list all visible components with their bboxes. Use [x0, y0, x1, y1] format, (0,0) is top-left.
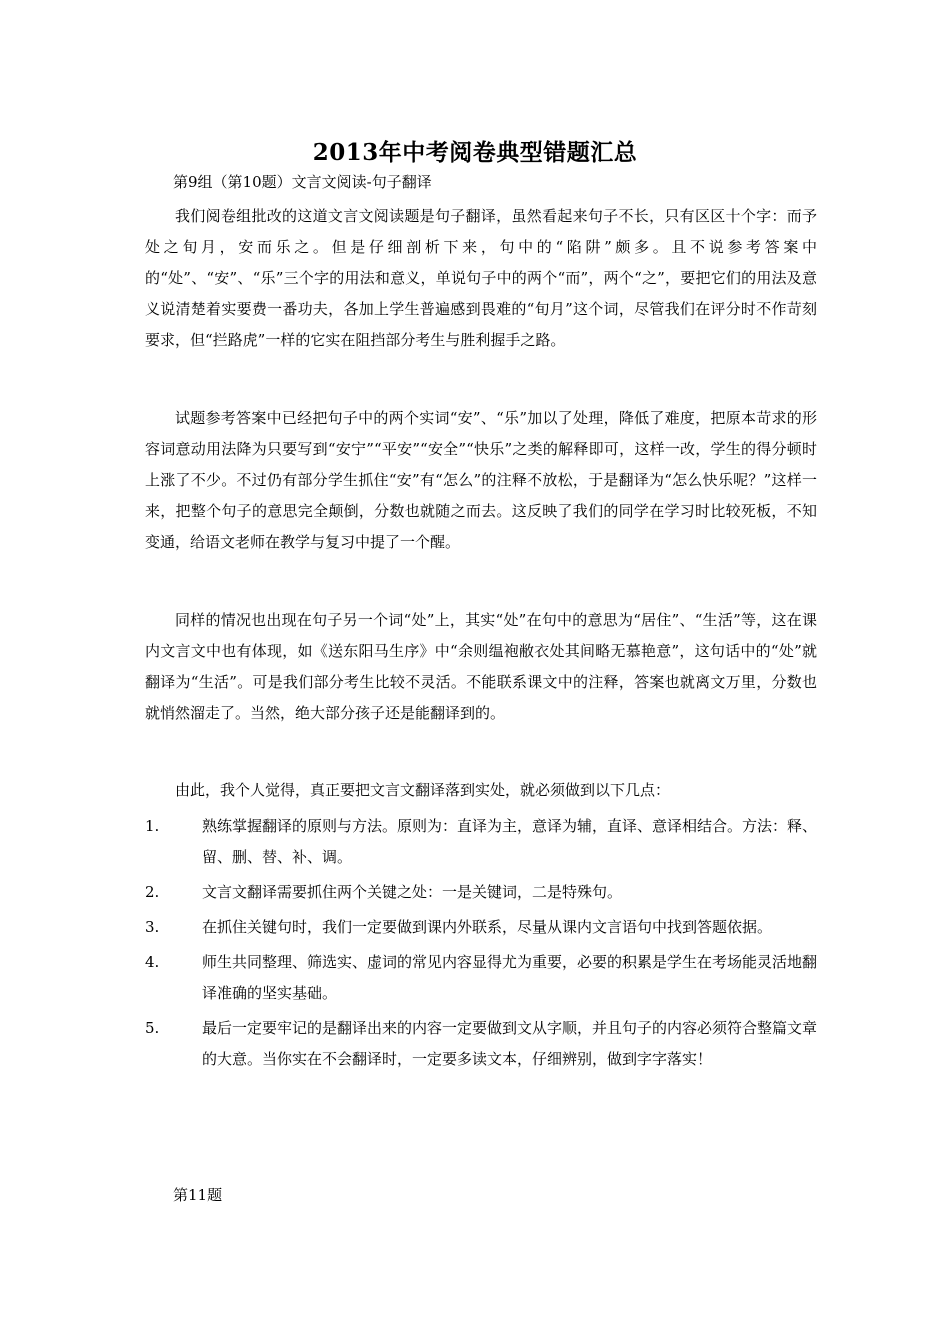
list-item-text: 熟练掌握翻译的原则与方法。原则为：直译为主，意译为辅，直译、意译相结合。方法：释、留、删、替、补、调。 — [202, 817, 818, 866]
list-item-number: 3. — [145, 918, 160, 936]
paragraph-2: 试题参考答案中已经把句子中的两个实词“安”、“乐”加以了处理，降低了难度，把原本苛求的形容词意动用法降为只要写到“安宁”“平安”“安全”“快乐”之类的解释即可，这样一改，学生的得分顿时上涨了不少。不过仍有部分学生抓住“安”有“怎么”的注释不放松，于是翻译为“怎么快乐呢？”这样一来，把整个句子的意思完全颠倒，分数也就随之而去。这反映了我们的同学在学习时比较死板，不知变通，给语文老师在教学与复习中提了一个醒。 — [145, 409, 817, 551]
list-item — [145, 947, 817, 1009]
list-item-text: 师生共同整理、筛选实、虚词的常见内容显得尤为重要，必要的积累是学生在考场能灵活地翻译准确的坚实基础。 — [202, 953, 818, 1002]
paragraph-3: 同样的情况也出现在句子另一个词“处”上，其实“处”在句中的意思为“居住”、“生活”等，这在课内文言文中也有体现，如《送东阳马生序》中“余则缊袍敝衣处其间略无慕艳意”，这句话中的“处”就翻译为“生活”。可是我们部分考生比较不灵活。不能联系课文中的注释，答案也就离文万里，分数也就悄然溜走了。当然，绝大部分孩子还是能翻译到的。 — [145, 611, 817, 722]
next-question-heading: 第11题 — [173, 1186, 223, 1204]
list-item-number: 4. — [145, 953, 160, 971]
document-subtitle: 第9组（第10题）文言文阅读-句子翻译 — [173, 173, 432, 191]
list-item-text: 文言文翻译需要抓住两个关键之处：一是关键词，二是特殊句。 — [202, 883, 623, 901]
list-item-number: 5. — [145, 1019, 160, 1037]
paragraph-4: 由此，我个人觉得，真正要把文言文翻译落到实处，就必须做到以下几点： — [175, 781, 671, 799]
list-item — [145, 1013, 817, 1075]
list-item-number: 1. — [145, 817, 160, 835]
list-item-text: 在抓住关键句时，我们一定要做到课内外联系，尽量从课内文言语句中找到答题依据。 — [202, 918, 773, 936]
list-item — [145, 877, 817, 908]
list-item — [145, 811, 817, 873]
paragraph-1: 我们阅卷组批改的这道文言文阅读题是句子翻译，虽然看起来句子不长，只有区区十个字：而予处之旬月，安而乐之。但是仔细剖析下来，句中的“陷阱”颇多。且不说参考答案中的“处”、“安”、“乐”三个字的用法和意义，单说句子中的两个“而”，两个“之”，要把它们的用法及意义说清楚着实要费一番功夫，各加上学生普遍感到畏难的“旬月”这个词，尽管我们在评分时不作苛刻要求，但“拦路虎”一样的它实在阻挡部分考生与胜利握手之路。 — [145, 207, 817, 349]
list-item-number: 2. — [145, 883, 160, 901]
numbered-list — [145, 811, 817, 1079]
document-title: 2013年中考阅卷典型错题汇总 — [312, 139, 638, 166]
list-item-text: 最后一定要牢记的是翻译出来的内容一定要做到文从字顺，并且句子的内容必须符合整篇文章的大意。当你实在不会翻译时，一定要多读文本，仔细辨别，做到字字落实！ — [202, 1019, 818, 1068]
list-item — [145, 912, 817, 943]
